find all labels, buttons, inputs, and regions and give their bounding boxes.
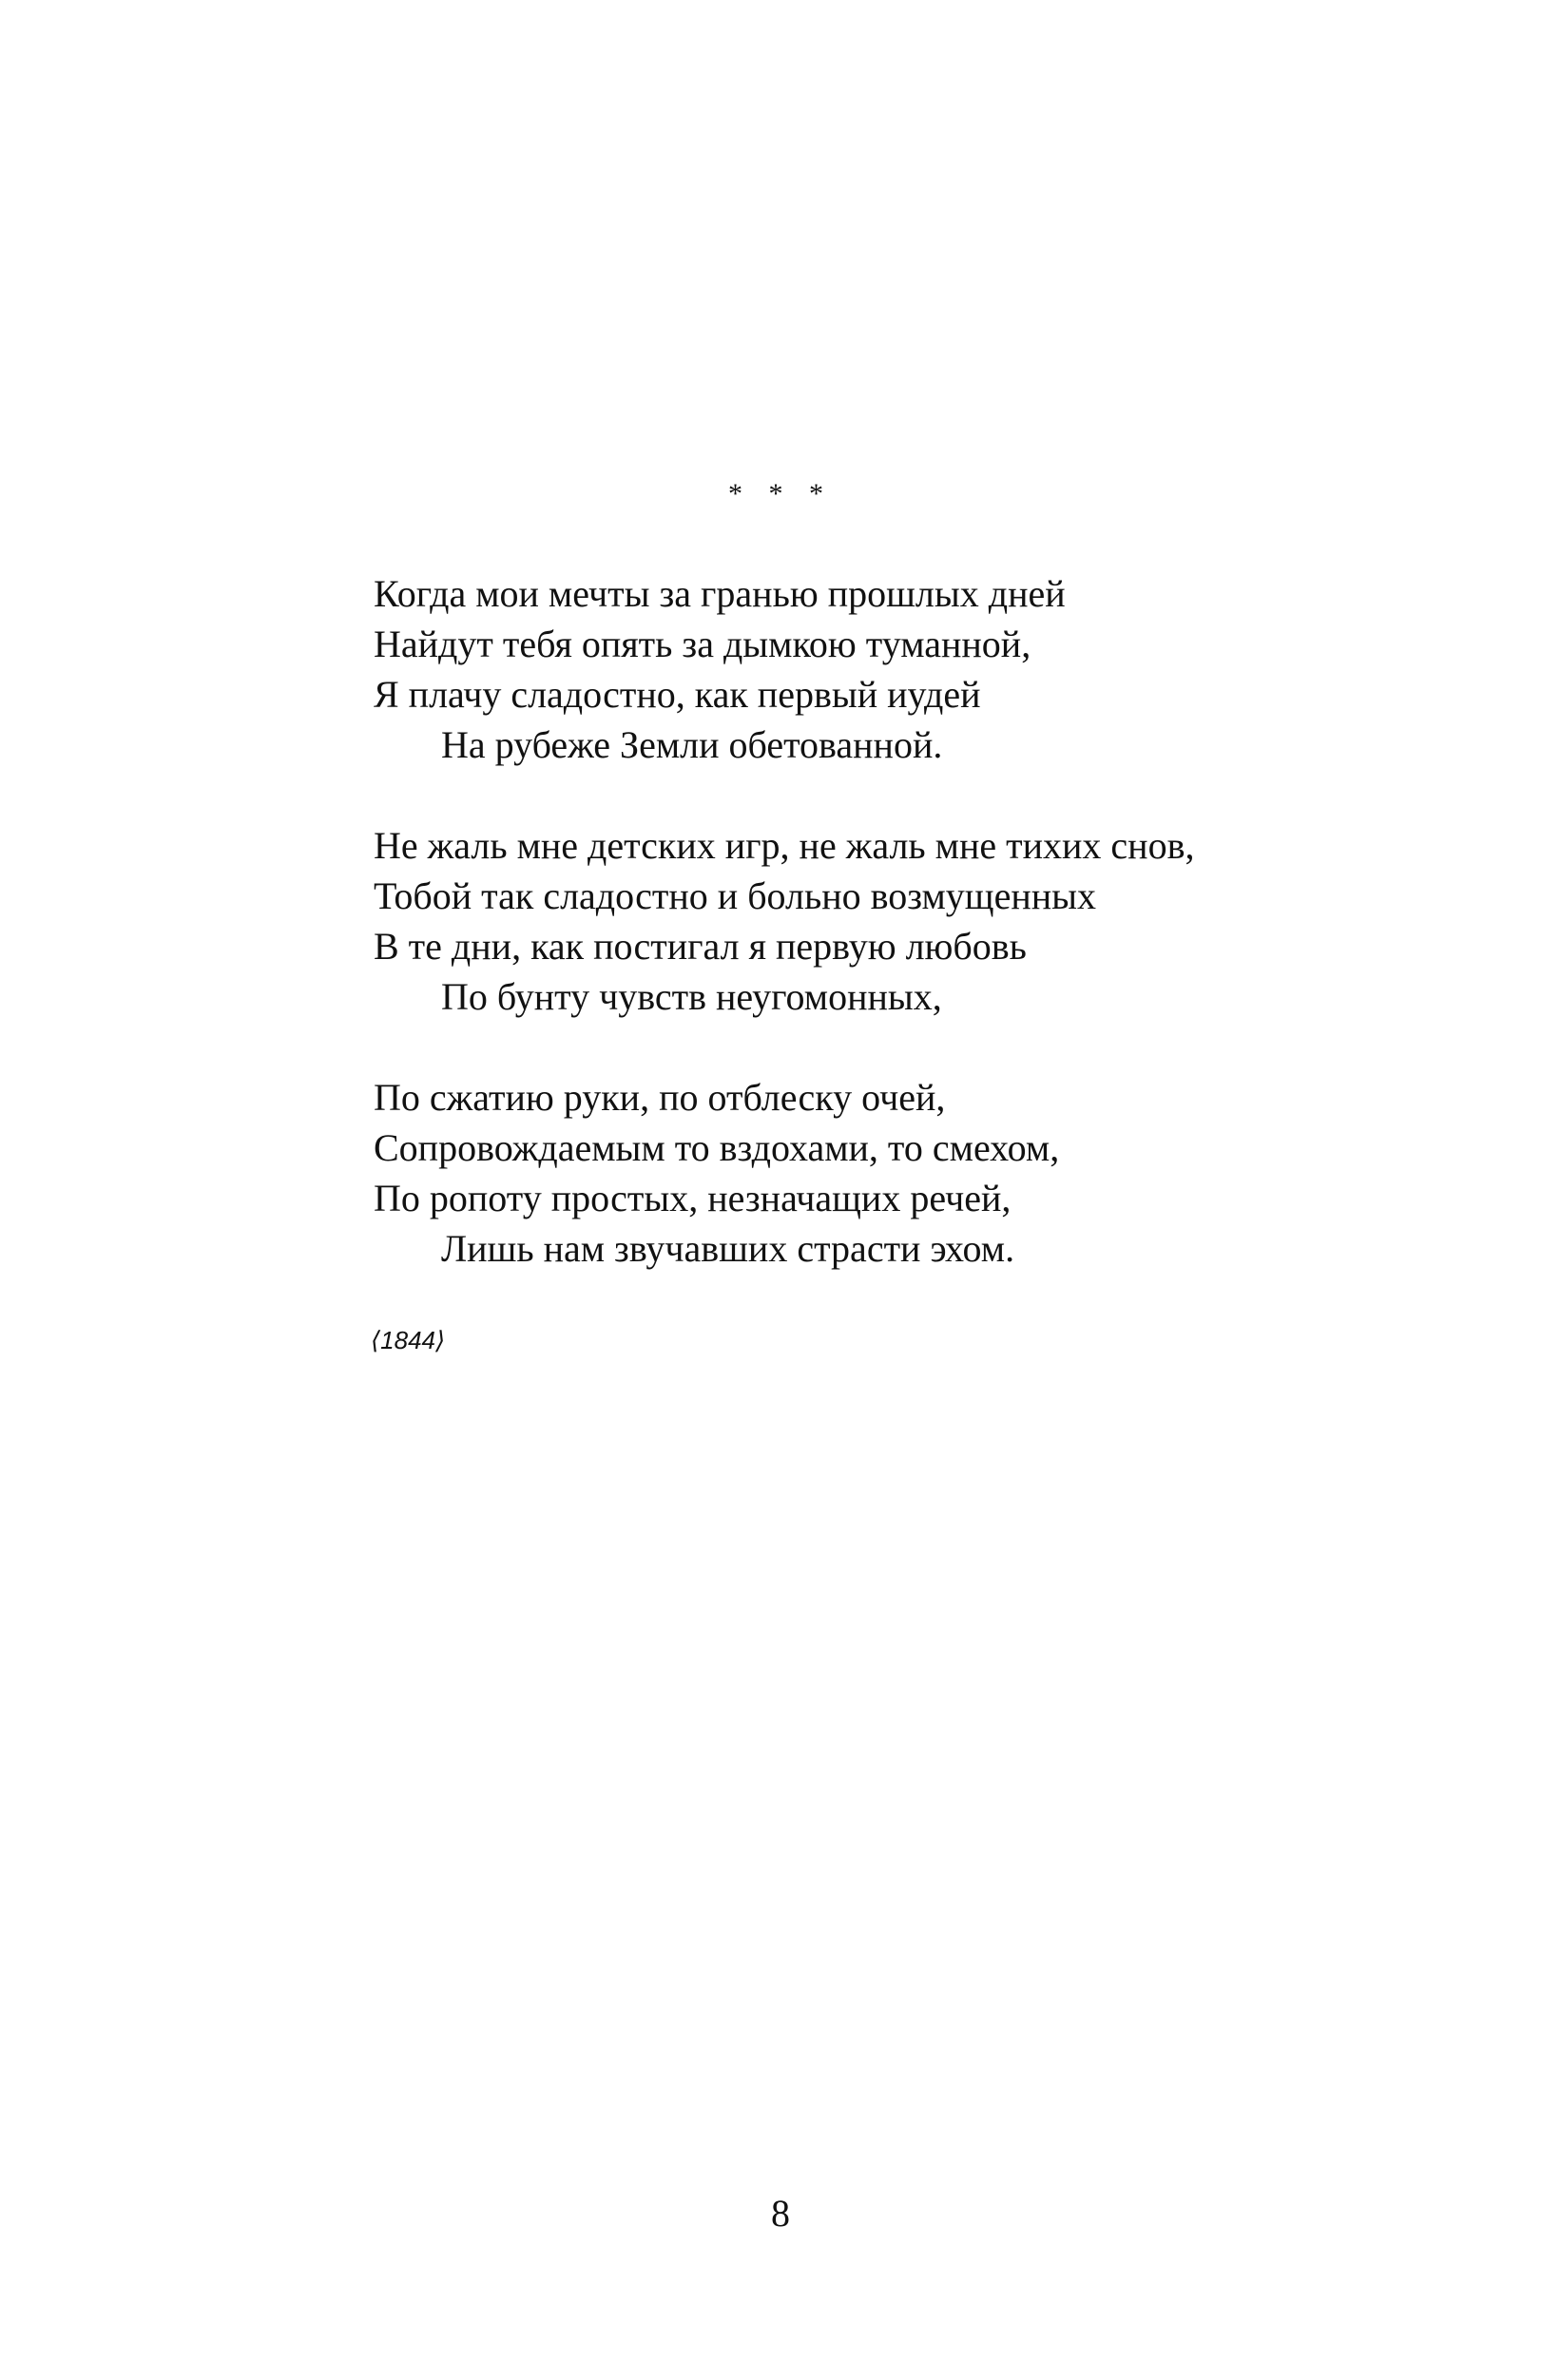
page-number: 8 [771, 2192, 790, 2235]
poem-line: Тобой так сладостно и больно возмущенных [374, 874, 1097, 917]
stanza-2 [374, 820, 1419, 1022]
poem-line: В те дни, как постигал я первую любовь [374, 925, 1027, 968]
poem-date: ⟨1844⟩ [371, 1326, 446, 1354]
poem-line: Когда мои мечты за гранью прошлых дней [374, 572, 1066, 615]
poem-line: По ропоту простых, незначащих речей, [374, 1177, 1012, 1219]
poem-line: Не жаль мне детских игр, не жаль мне тихих снов, [374, 824, 1195, 867]
poem-line: Я плачу сладостно, как первый иудей [374, 673, 981, 716]
poem-line: По сжатию руки, по отблеску очей, [374, 1076, 946, 1119]
asterism-separator: * * * [728, 478, 833, 509]
stanza-1 [374, 568, 1419, 770]
poem-line-indented: Лишь нам звучавших страсти эхом. [441, 1227, 1015, 1270]
poem [371, 568, 1419, 1356]
poem-line-indented: На рубеже Земли обетованной. [441, 723, 943, 766]
poem-line-indented: По бунту чувств неугомонных, [441, 975, 942, 1018]
poem-line: Сопровождаемым то вздохами, то смехом, [374, 1126, 1060, 1169]
stanza-3 [374, 1072, 1419, 1274]
poem-line: Найдут тебя опять за дымкою туманной, [374, 623, 1031, 665]
